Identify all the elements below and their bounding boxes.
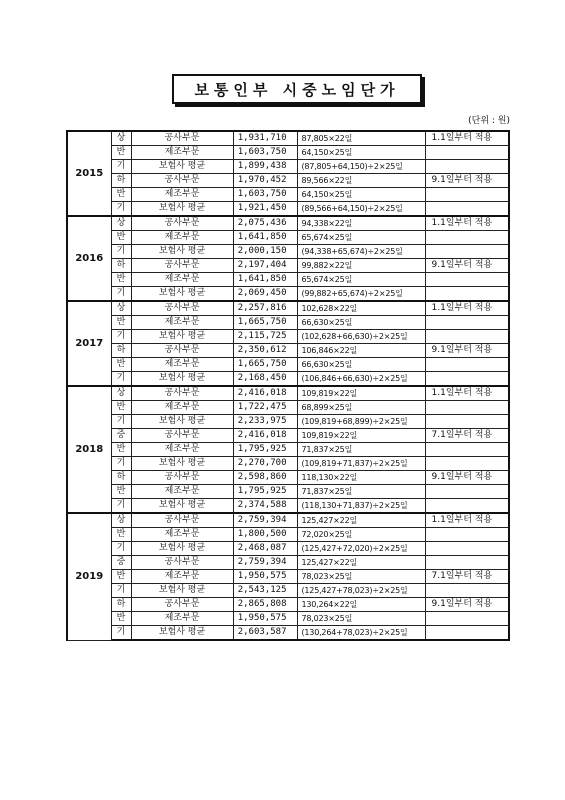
calculation-cell: 125,427×22일	[297, 513, 425, 528]
amount-cell: 2,416,018	[233, 429, 297, 443]
note-cell: 9.1일부터 적용	[425, 598, 509, 612]
half-label-char: 기	[111, 245, 131, 259]
calculation-cell: 78,023×25일	[297, 570, 425, 584]
category-cell: 제조부문	[131, 273, 233, 287]
half-label-char: 기	[111, 372, 131, 387]
note-cell	[425, 146, 509, 160]
note-cell	[425, 287, 509, 302]
half-label-char: 하	[111, 598, 131, 612]
amount-cell: 1,970,452	[233, 174, 297, 188]
calculation-cell: 78,023×25일	[297, 612, 425, 626]
table-row	[67, 513, 509, 528]
year-cell: 2015	[67, 131, 111, 216]
note-cell	[425, 415, 509, 429]
category-cell: 공사부문	[131, 344, 233, 358]
half-label-char: 하	[111, 259, 131, 273]
table-row	[67, 499, 509, 514]
table-row	[67, 301, 509, 316]
table-row	[67, 443, 509, 457]
amount-cell: 2,374,588	[233, 499, 297, 514]
amount-cell: 1,950,575	[233, 612, 297, 626]
calculation-cell: 109,819×22일	[297, 386, 425, 401]
half-label-char: 반	[111, 146, 131, 160]
category-cell: 공사부문	[131, 174, 233, 188]
amount-cell: 1,641,850	[233, 273, 297, 287]
table-row	[67, 415, 509, 429]
amount-cell: 2,115,725	[233, 330, 297, 344]
year-cell: 2019	[67, 513, 111, 640]
category-cell: 공사부문	[131, 513, 233, 528]
half-label-char: 반	[111, 188, 131, 202]
amount-cell: 2,233,975	[233, 415, 297, 429]
calculation-cell: (125,427+72,020)÷2×25일	[297, 542, 425, 556]
note-cell	[425, 556, 509, 570]
note-cell	[425, 499, 509, 514]
half-label-char: 기	[111, 160, 131, 174]
note-cell: 1.1일부터 적용	[425, 131, 509, 146]
note-cell	[425, 160, 509, 174]
table-row	[67, 612, 509, 626]
half-label-char: 반	[111, 358, 131, 372]
category-cell: 보험사 평균	[131, 542, 233, 556]
amount-cell: 1,800,500	[233, 528, 297, 542]
note-cell: 1.1일부터 적용	[425, 513, 509, 528]
half-label-char: 반	[111, 273, 131, 287]
note-cell: 1.1일부터 적용	[425, 386, 509, 401]
half-label-char: 기	[111, 584, 131, 598]
half-label-char: 반	[111, 528, 131, 542]
calculation-cell: 99,882×22일	[297, 259, 425, 273]
amount-cell: 2,416,018	[233, 386, 297, 401]
half-label-char: 하	[111, 174, 131, 188]
half-label-char: 상	[111, 216, 131, 231]
table-row	[67, 429, 509, 443]
note-cell: 1.1일부터 적용	[425, 301, 509, 316]
category-cell: 공사부문	[131, 429, 233, 443]
category-cell: 보험사 평균	[131, 372, 233, 387]
table-row	[67, 146, 509, 160]
category-cell: 제조부문	[131, 188, 233, 202]
calculation-cell: 106,846×22일	[297, 344, 425, 358]
table-row	[67, 273, 509, 287]
half-label-char: 반	[111, 570, 131, 584]
half-label-char: 기	[111, 415, 131, 429]
category-cell: 공사부문	[131, 598, 233, 612]
note-cell	[425, 485, 509, 499]
note-cell	[425, 358, 509, 372]
amount-cell: 2,759,394	[233, 513, 297, 528]
half-label-char: 기	[111, 499, 131, 514]
calculation-cell: (102,628+66,630)÷2×25일	[297, 330, 425, 344]
calculation-cell: (109,819+71,837)÷2×25일	[297, 457, 425, 471]
calculation-cell: 66,630×25일	[297, 316, 425, 330]
table-row	[67, 485, 509, 499]
category-cell: 제조부문	[131, 316, 233, 330]
note-cell: 9.1일부터 적용	[425, 344, 509, 358]
category-cell: 제조부문	[131, 612, 233, 626]
half-label-char: 반	[111, 443, 131, 457]
category-cell: 보험사 평균	[131, 499, 233, 514]
amount-cell: 2,468,087	[233, 542, 297, 556]
half-label-char: 반	[111, 485, 131, 499]
unit-label: (단위 : 원)	[468, 116, 510, 126]
half-label-char: 반	[111, 231, 131, 245]
category-cell: 보험사 평균	[131, 415, 233, 429]
table-row	[67, 259, 509, 273]
table-row	[67, 401, 509, 415]
category-cell: 제조부문	[131, 485, 233, 499]
category-cell: 제조부문	[131, 146, 233, 160]
table-row	[67, 245, 509, 259]
amount-cell: 1,722,475	[233, 401, 297, 415]
category-cell: 보험사 평균	[131, 457, 233, 471]
page-title: 보통인부 시중노임단가	[172, 74, 422, 104]
table-row	[67, 344, 509, 358]
note-cell: 7.1일부터 적용	[425, 429, 509, 443]
half-label-char: 중	[111, 429, 131, 443]
calculation-cell: (89,566+64,150)÷2×25일	[297, 202, 425, 217]
half-label-char: 상	[111, 301, 131, 316]
table-row	[67, 188, 509, 202]
table-row	[67, 386, 509, 401]
category-cell: 제조부문	[131, 401, 233, 415]
category-cell: 제조부문	[131, 528, 233, 542]
note-cell	[425, 316, 509, 330]
table-row	[67, 471, 509, 485]
table-row	[67, 316, 509, 330]
half-label-char: 하	[111, 344, 131, 358]
note-cell	[425, 626, 509, 641]
calculation-cell: 94,338×22일	[297, 216, 425, 231]
category-cell: 공사부문	[131, 216, 233, 231]
amount-cell: 1,899,438	[233, 160, 297, 174]
half-label-char: 하	[111, 471, 131, 485]
amount-cell: 1,921,450	[233, 202, 297, 217]
table-row	[67, 528, 509, 542]
half-label-char: 기	[111, 626, 131, 641]
category-cell: 제조부문	[131, 358, 233, 372]
note-cell	[425, 528, 509, 542]
category-cell: 공사부문	[131, 556, 233, 570]
amount-cell: 2,350,612	[233, 344, 297, 358]
amount-cell: 2,270,700	[233, 457, 297, 471]
table-row	[67, 457, 509, 471]
year-cell: 2017	[67, 301, 111, 386]
calculation-cell: 65,674×25일	[297, 231, 425, 245]
amount-cell: 2,603,587	[233, 626, 297, 641]
category-cell: 보험사 평균	[131, 626, 233, 641]
table-row	[67, 584, 509, 598]
half-label-char: 기	[111, 330, 131, 344]
table-row	[67, 598, 509, 612]
half-label-char: 반	[111, 401, 131, 415]
note-cell	[425, 330, 509, 344]
amount-cell: 2,000,150	[233, 245, 297, 259]
note-cell: 9.1일부터 적용	[425, 174, 509, 188]
category-cell: 제조부문	[131, 443, 233, 457]
note-cell: 9.1일부터 적용	[425, 471, 509, 485]
calculation-cell: 66,630×25일	[297, 358, 425, 372]
calculation-cell: 68,899×25일	[297, 401, 425, 415]
note-cell	[425, 372, 509, 387]
amount-cell: 2,069,450	[233, 287, 297, 302]
amount-cell: 1,665,750	[233, 316, 297, 330]
table-row	[67, 131, 509, 146]
calculation-cell: 72,020×25일	[297, 528, 425, 542]
half-label-char: 기	[111, 457, 131, 471]
calculation-cell: 64,150×25일	[297, 146, 425, 160]
half-label-char: 상	[111, 131, 131, 146]
calculation-cell: (118,130+71,837)÷2×25일	[297, 499, 425, 514]
note-cell	[425, 443, 509, 457]
amount-cell: 2,759,394	[233, 556, 297, 570]
note-cell	[425, 542, 509, 556]
category-cell: 보험사 평균	[131, 287, 233, 302]
note-cell	[425, 401, 509, 415]
calculation-cell: 102,628×22일	[297, 301, 425, 316]
calculation-cell: 125,427×22일	[297, 556, 425, 570]
table-row	[67, 216, 509, 231]
category-cell: 공사부문	[131, 386, 233, 401]
half-label-char: 반	[111, 612, 131, 626]
category-cell: 보험사 평균	[131, 584, 233, 598]
amount-cell: 2,197,404	[233, 259, 297, 273]
year-cell: 2016	[67, 216, 111, 301]
half-label-char: 반	[111, 316, 131, 330]
table-row	[67, 202, 509, 217]
amount-cell: 1,931,710	[233, 131, 297, 146]
calculation-cell: 109,819×22일	[297, 429, 425, 443]
amount-cell: 2,865,808	[233, 598, 297, 612]
note-cell	[425, 584, 509, 598]
category-cell: 공사부문	[131, 131, 233, 146]
category-cell: 공사부문	[131, 471, 233, 485]
half-label-char: 상	[111, 513, 131, 528]
calculation-cell: 87,805×22일	[297, 131, 425, 146]
category-cell: 제조부문	[131, 570, 233, 584]
note-cell	[425, 612, 509, 626]
table-row	[67, 556, 509, 570]
calculation-cell: (130,264+78,023)÷2×25일	[297, 626, 425, 641]
table-row	[67, 570, 509, 584]
amount-cell: 1,795,925	[233, 443, 297, 457]
amount-cell: 2,168,450	[233, 372, 297, 387]
table-row	[67, 372, 509, 387]
table-row	[67, 231, 509, 245]
calculation-cell: (109,819+68,899)÷2×25일	[297, 415, 425, 429]
calculation-cell: 64,150×25일	[297, 188, 425, 202]
table-row	[67, 287, 509, 302]
wage-table	[66, 130, 510, 641]
note-cell	[425, 202, 509, 217]
category-cell: 보험사 평균	[131, 202, 233, 217]
amount-cell: 1,603,750	[233, 146, 297, 160]
amount-cell: 2,543,125	[233, 584, 297, 598]
year-cell: 2018	[67, 386, 111, 513]
table-row	[67, 358, 509, 372]
calculation-cell: 118,130×22일	[297, 471, 425, 485]
half-label-char: 기	[111, 287, 131, 302]
note-cell: 7.1일부터 적용	[425, 570, 509, 584]
half-label-char: 중	[111, 556, 131, 570]
calculation-cell: 65,674×25일	[297, 273, 425, 287]
amount-cell: 1,665,750	[233, 358, 297, 372]
category-cell: 보험사 평균	[131, 160, 233, 174]
note-cell	[425, 245, 509, 259]
note-cell	[425, 188, 509, 202]
amount-cell: 2,598,860	[233, 471, 297, 485]
calculation-cell: (94,338+65,674)÷2×25일	[297, 245, 425, 259]
calculation-cell: 130,264×22일	[297, 598, 425, 612]
amount-cell: 1,603,750	[233, 188, 297, 202]
table-row	[67, 174, 509, 188]
note-cell: 1.1일부터 적용	[425, 216, 509, 231]
half-label-char: 상	[111, 386, 131, 401]
amount-cell: 1,795,925	[233, 485, 297, 499]
category-cell: 보험사 평균	[131, 330, 233, 344]
amount-cell: 2,257,816	[233, 301, 297, 316]
calculation-cell: 89,566×22일	[297, 174, 425, 188]
calculation-cell: (99,882+65,674)÷2×25일	[297, 287, 425, 302]
amount-cell: 2,075,436	[233, 216, 297, 231]
table-row	[67, 626, 509, 641]
note-cell	[425, 231, 509, 245]
half-label-char: 기	[111, 202, 131, 217]
category-cell: 공사부문	[131, 301, 233, 316]
category-cell: 보험사 평균	[131, 245, 233, 259]
table-row	[67, 542, 509, 556]
calculation-cell: (87,805+64,150)÷2×25일	[297, 160, 425, 174]
note-cell	[425, 457, 509, 471]
table-row	[67, 160, 509, 174]
amount-cell: 1,950,575	[233, 570, 297, 584]
amount-cell: 1,641,850	[233, 231, 297, 245]
note-cell: 9.1일부터 적용	[425, 259, 509, 273]
note-cell	[425, 273, 509, 287]
half-label-char: 기	[111, 542, 131, 556]
category-cell: 제조부문	[131, 231, 233, 245]
calculation-cell: (106,846+66,630)÷2×25일	[297, 372, 425, 387]
calculation-cell: 71,837×25일	[297, 485, 425, 499]
wage-table-body	[67, 131, 509, 640]
calculation-cell: 71,837×25일	[297, 443, 425, 457]
category-cell: 공사부문	[131, 259, 233, 273]
table-row	[67, 330, 509, 344]
calculation-cell: (125,427+78,023)÷2×25일	[297, 584, 425, 598]
